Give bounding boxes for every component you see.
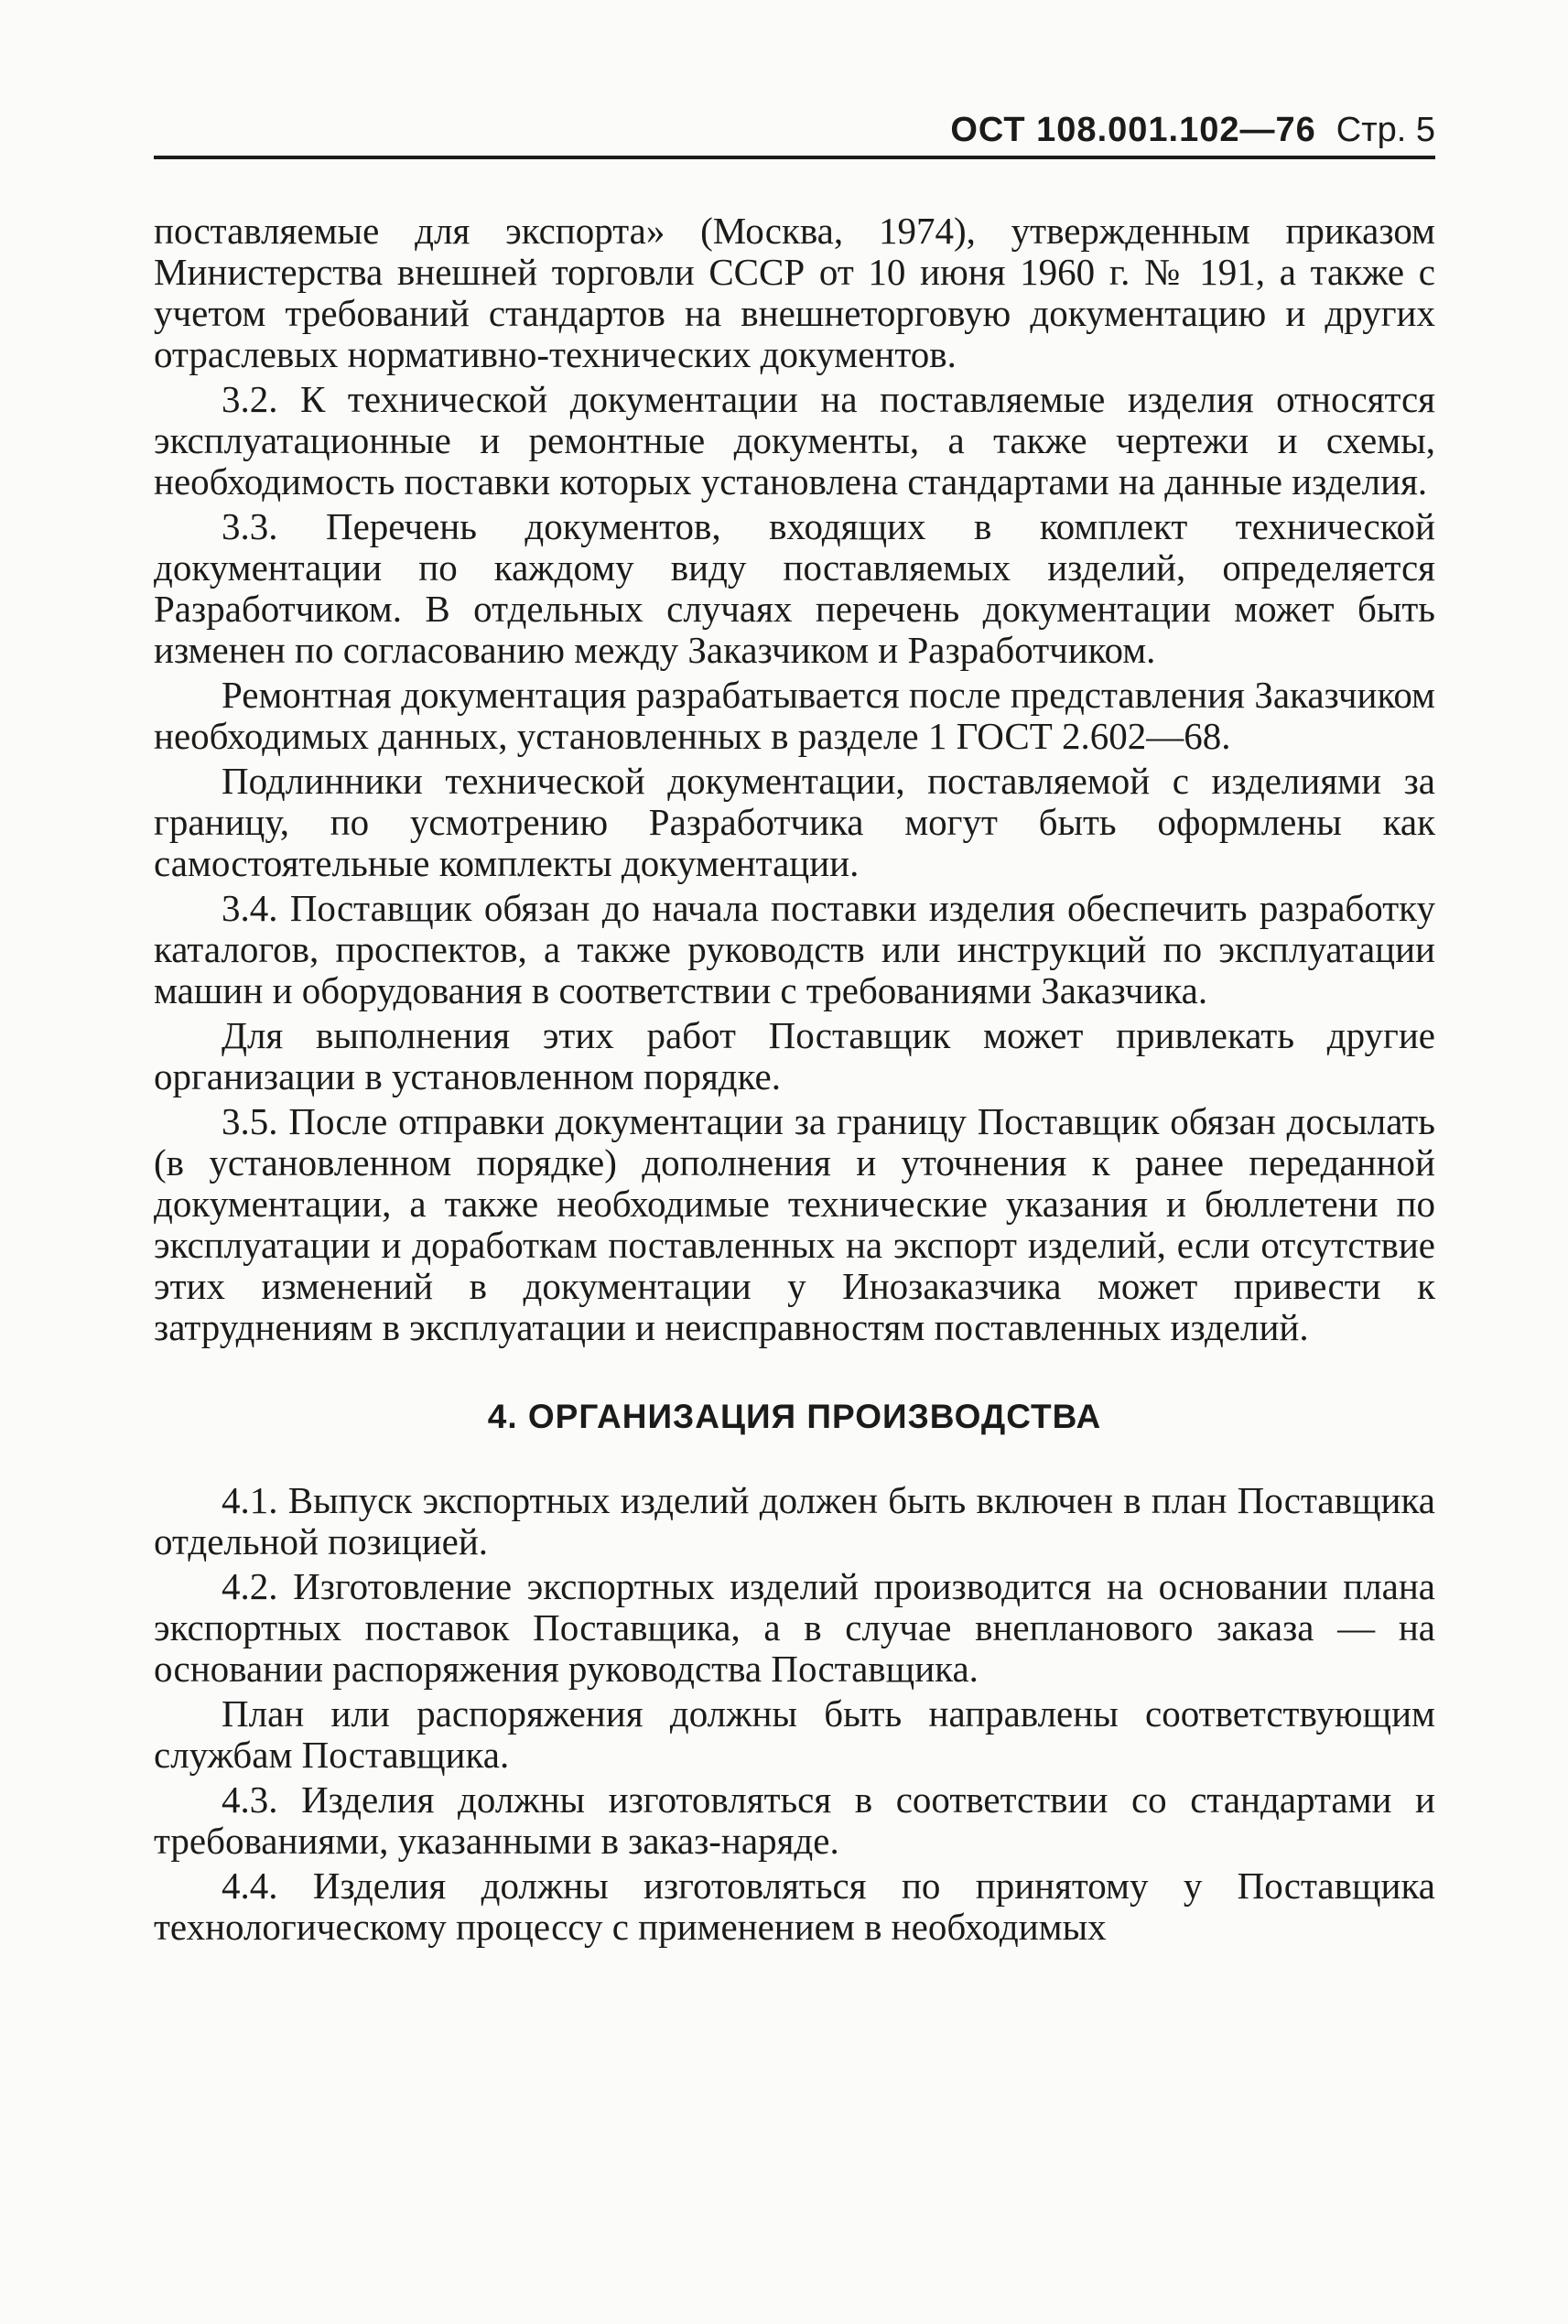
standard-code: ОСТ 108.001.102—76 (950, 111, 1316, 149)
paragraph-3-3: 3.3. Перечень документов, входящих в комплект технической документации по каждому виду поставляемых изделий, определяется Разработчиком. В отдельных случаях перечень документации может быть изменен по согласованию между Заказчиком и Разработчиком. (154, 505, 1435, 671)
paragraph-continuation: поставляемые для экспорта» (Москва, 1974), утвержденным приказом Министерства внешней торговли СССР от 10 июня 1960 г. № 191, а также с учетом требований стандартов на внешнеторговую документацию и других отраслевых нормативно-технических документов. (154, 210, 1435, 375)
paragraph-3-5: 3.5. После отправки документации за границу Поставщик обязан досылать (в установленном порядке) дополнения и уточнения к ранее переданной документации, а также необходимые технические указания и бюллетени по эксплуатации и доработкам поставленных на экспорт изделий, если отсутствие этих изменений в документации у Инозаказчика может привести к затруднениям в эксплуатации и неисправностям поставленных изделий. (154, 1100, 1435, 1348)
paragraph-4-2: 4.2. Изготовление экспортных изделий производится на основании плана экспортных поставок Поставщика, а в случае внепланового заказа — на основании распоряжения руководства Поставщика. (154, 1565, 1435, 1690)
paragraph-4-1: 4.1. Выпуск экспортных изделий должен быть включен в план Поставщика отдельной позицией. (154, 1479, 1435, 1562)
paragraph-4-4: 4.4. Изделия должны изготовляться по принятому у Поставщика технологическому процессу с применением в необходимых (154, 1865, 1435, 1948)
paragraph-3-2: 3.2. К технической документации на поставляемые изделия относятся эксплуатационные и ремонтные документы, а также чертежи и схемы, необходимость поставки которых установлена стандартами на данные изделия. (154, 378, 1435, 503)
paragraph-originals: Подлинники технической документации, поставляемой с изделиями за границу, по усмотрению Разработчика могут быть оформлены как самостоятельные комплекты документации. (154, 760, 1435, 884)
paragraph-other-orgs: Для выполнения этих работ Поставщик может привлекать другие организации в установленном порядке. (154, 1014, 1435, 1097)
document-body (154, 211, 1435, 1948)
document-page (154, 108, 1435, 1951)
page-header (154, 108, 1435, 159)
paragraph-plan: План или распоряжения должны быть направлены соответствующим службам Поставщика. (154, 1692, 1435, 1776)
page-number: Стр. 5 (1336, 111, 1435, 149)
paragraph-4-3: 4.3. Изделия должны изготовляться в соответствии со стандартами и требованиями, указанными в заказ-наряде. (154, 1778, 1435, 1862)
paragraph-repair-docs: Ремонтная документация разрабатывается после представления Заказчиком необходимых данных, установленных в разделе 1 ГОСТ 2.602—68. (154, 674, 1435, 757)
paragraph-3-4: 3.4. Поставщик обязан до начала поставки изделия обеспечить разработку каталогов, проспектов, а также руководств или инструкций по эксплуатации машин и оборудования в соответствии с требованиями Заказчика. (154, 887, 1435, 1011)
section-heading: 4. ОРГАНИЗАЦИЯ ПРОИЗВОДСТВА (487, 1398, 1102, 1435)
